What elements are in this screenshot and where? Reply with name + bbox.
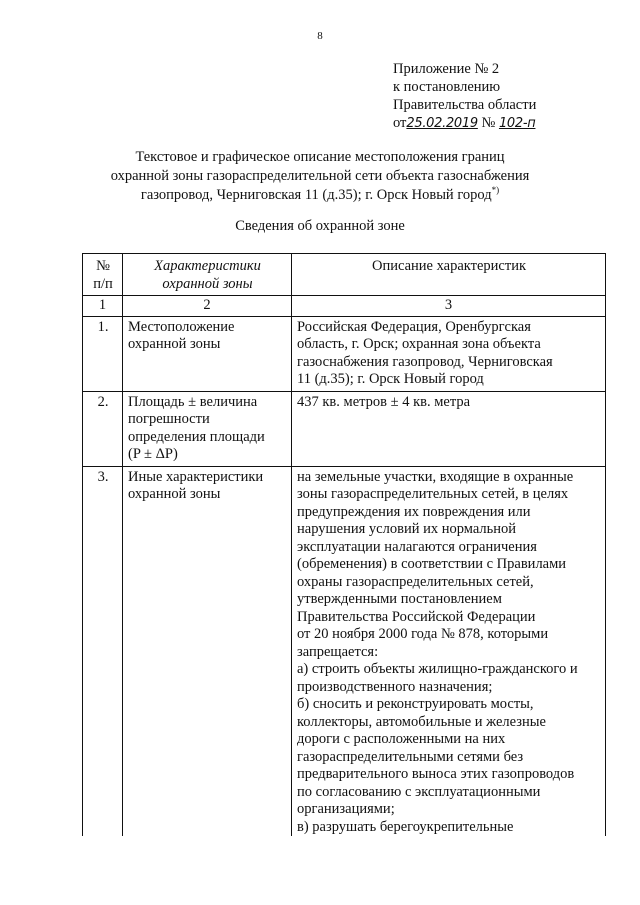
- title-line-2: охранной зоны газораспределительной сети объекта газоснабжения: [110, 168, 530, 184]
- header-characteristics: [123, 254, 292, 296]
- header-num-line-1: №: [96, 258, 110, 274]
- column-number: 3: [292, 296, 606, 317]
- column-number-row: [83, 296, 606, 317]
- table-row: [83, 391, 606, 466]
- header-char-line-2: охранной зоны: [162, 275, 253, 292]
- desc-line: 11 (д.35); г. Орск Новый город: [297, 371, 484, 387]
- desc-line: нарушения условий их нормальной: [297, 521, 517, 537]
- desc-line: 437 кв. метров ± 4 кв. метра: [297, 393, 471, 410]
- table-row: [83, 316, 606, 391]
- desc-line: б) сносить и реконструировать мосты,: [297, 696, 534, 712]
- header-num: [83, 254, 123, 296]
- handwritten-number: 102-п: [498, 116, 536, 131]
- appendix-line-3: Правительства области: [393, 97, 537, 113]
- title-line-1: Текстовое и графическое описание местоположения границ: [135, 149, 505, 165]
- desc-line: в) разрушать берегоукрепительные: [297, 818, 514, 835]
- desc-line: предупреждения их повреждения или: [297, 503, 531, 520]
- row-characteristic: [123, 316, 292, 391]
- row-description: [292, 466, 606, 836]
- date-prefix: от: [393, 115, 407, 131]
- header-description: Описание характеристик: [292, 254, 606, 296]
- row-number: 3.: [83, 466, 123, 836]
- column-number: 2: [123, 296, 292, 317]
- char-line: погрешности: [128, 411, 210, 427]
- desc-line: производственного назначения;: [297, 678, 493, 695]
- title-line-3-text: газопровод, Черниговская 11 (д.35); г. Орск Новый город: [140, 187, 492, 203]
- desc-line: газоснабжения газопровод, Черниговская: [297, 353, 553, 370]
- section-subtitle: Сведения об охранной зоне: [235, 218, 405, 234]
- desc-line: на земельные участки, входящие в охранные: [297, 468, 574, 485]
- char-line: (P ± ΔP): [128, 446, 178, 462]
- table-header-row: [83, 254, 606, 296]
- desc-line: организациями;: [297, 801, 395, 817]
- appendix-header: [393, 60, 536, 133]
- column-number: 1: [83, 296, 123, 317]
- desc-line: (обременения) в соответствии с Правилами: [297, 556, 567, 572]
- char-line: охранной зоны: [128, 486, 221, 502]
- desc-line: запрещается:: [297, 643, 379, 660]
- row-description: [292, 316, 606, 391]
- desc-line: по согласованию с эксплуатационными: [297, 783, 541, 800]
- zone-info-table: [82, 253, 606, 836]
- desc-line: а) строить объекты жилищно-гражданского и: [297, 661, 578, 677]
- char-line: Местоположение: [128, 318, 235, 335]
- row-number: 2.: [83, 391, 123, 466]
- footnote-mark: *): [491, 185, 500, 195]
- table-row: [83, 466, 606, 836]
- row-number: 1.: [83, 316, 123, 391]
- desc-line: эксплуатации налагаются ограничения: [297, 538, 537, 555]
- desc-line: утвержденными постановлением: [297, 591, 502, 607]
- row-characteristic: [123, 391, 292, 466]
- number-prefix: №: [477, 115, 499, 131]
- desc-line: зоны газораспределительных сетей, в целях: [297, 486, 569, 502]
- desc-line: от 20 ноября 2000 года № 878, которыми: [297, 626, 549, 642]
- desc-line: Правительства Российской Федерации: [297, 608, 536, 625]
- char-line: Площадь ± величина: [128, 393, 258, 410]
- document-title: [90, 148, 550, 205]
- char-line: охранной зоны: [128, 336, 221, 352]
- header-num-line-2: п/п: [93, 275, 113, 292]
- row-description: [292, 391, 606, 466]
- handwritten-date: 25.02.2019: [406, 116, 478, 131]
- char-line: определения площади: [128, 428, 265, 445]
- page-number: 8: [317, 30, 323, 42]
- row-characteristic: [123, 466, 292, 836]
- desc-line: предварительного выноса этих газопроводов: [297, 766, 575, 782]
- title-line-3: [90, 186, 550, 205]
- char-line: Иные характеристики: [128, 468, 264, 485]
- desc-line: охраны газораспределительных сетей,: [297, 573, 534, 590]
- desc-line: коллекторы, автомобильные и железные: [297, 713, 546, 730]
- appendix-date-line: [393, 114, 536, 133]
- desc-line: дороги с расположенными на них: [297, 731, 506, 747]
- desc-line: газораспределительными сетями без: [297, 748, 524, 765]
- appendix-line-2: к постановлению: [393, 79, 501, 95]
- desc-line: Российская Федерация, Оренбургская: [297, 318, 531, 335]
- header-char-line-1: Характеристики: [154, 258, 261, 274]
- desc-line: область, г. Орск; охранная зона объекта: [297, 336, 541, 352]
- appendix-line-1: Приложение № 2: [393, 61, 500, 77]
